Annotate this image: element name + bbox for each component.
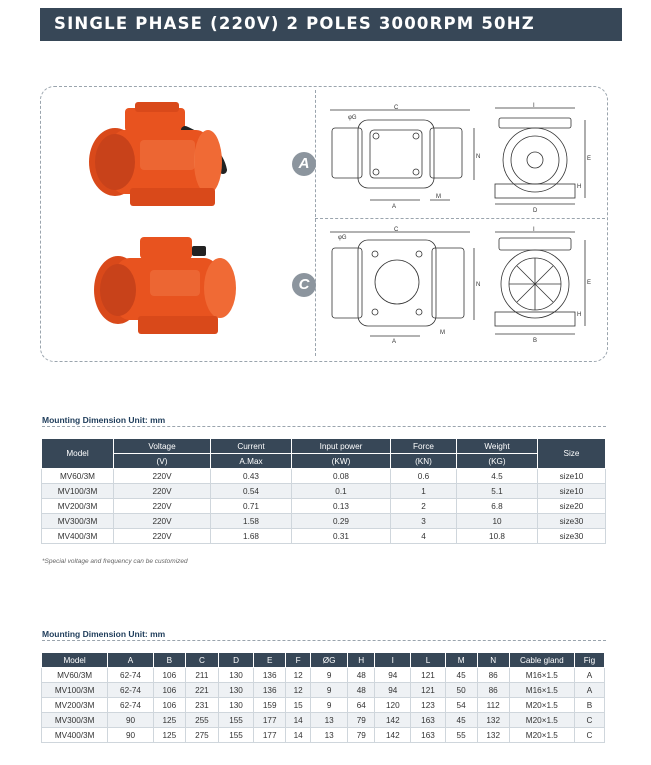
table-cell: 132 xyxy=(477,713,509,728)
table-cell: 14 xyxy=(286,713,311,728)
table-cell: 12 xyxy=(286,668,311,683)
table-cell: 136 xyxy=(254,668,286,683)
header-row xyxy=(42,653,605,668)
table-cell: B xyxy=(574,698,604,713)
figure-badge-c: C xyxy=(292,273,316,297)
cell-size: size10 xyxy=(538,484,606,499)
cell-size: size10 xyxy=(538,469,606,484)
dim-label-m: M xyxy=(436,194,441,200)
table-cell: 155 xyxy=(218,728,253,743)
cell-weight: 4.5 xyxy=(457,469,538,484)
table-row xyxy=(42,469,606,484)
table-cell: 15 xyxy=(286,698,311,713)
cell-model: MV200/3M xyxy=(42,499,114,514)
table-cell: 121 xyxy=(411,668,445,683)
cell-power: 0.08 xyxy=(292,469,391,484)
table-cell: M20×1.5 xyxy=(509,713,574,728)
table-cell: 255 xyxy=(185,713,218,728)
table-cell: M16×1.5 xyxy=(509,683,574,698)
dim-label-i-2: I xyxy=(533,227,535,233)
cell-power: 0.31 xyxy=(292,529,391,544)
table-row xyxy=(42,728,605,743)
header-cell: E xyxy=(254,653,286,668)
table-cell: 48 xyxy=(348,683,375,698)
table-cell: 136 xyxy=(254,683,286,698)
cell-force: 0.6 xyxy=(391,469,457,484)
cell-weight: 10 xyxy=(457,514,538,529)
table-cell: 130 xyxy=(218,698,253,713)
cell-size: size30 xyxy=(538,514,606,529)
dim-label-h: H xyxy=(577,184,582,190)
dim-label-a-2: A xyxy=(392,339,397,344)
header-cell: D xyxy=(218,653,253,668)
table-cell: 62-74 xyxy=(108,683,154,698)
cell-voltage: 220V xyxy=(114,514,211,529)
header-cell: N xyxy=(477,653,509,668)
table-cell: 130 xyxy=(218,683,253,698)
table-row xyxy=(42,683,605,698)
table-cell: 123 xyxy=(411,698,445,713)
table-cell: 142 xyxy=(375,713,411,728)
header-model: Model xyxy=(42,439,114,469)
motor-photo-c xyxy=(90,232,250,342)
cell-size: size30 xyxy=(538,529,606,544)
cell-model: MV400/3M xyxy=(42,529,114,544)
cell-voltage: 220V xyxy=(114,469,211,484)
cell-voltage: 220V xyxy=(114,499,211,514)
table-cell: 55 xyxy=(445,728,477,743)
cell-weight: 5.1 xyxy=(457,484,538,499)
table-cell: 106 xyxy=(153,698,185,713)
table-row xyxy=(42,713,605,728)
drawing-a-top-view xyxy=(320,100,485,215)
table-cell: 275 xyxy=(185,728,218,743)
table-cell: 112 xyxy=(477,698,509,713)
cell-force: 3 xyxy=(391,514,457,529)
header-cell: Cable gland xyxy=(509,653,574,668)
cell-weight: 6.8 xyxy=(457,499,538,514)
header-weight: Weight xyxy=(457,439,538,454)
table-cell: 86 xyxy=(477,683,509,698)
dim-label-i: I xyxy=(533,103,535,109)
table1-title: Mounting Dimension Unit: mm xyxy=(42,415,166,425)
table-cell: A xyxy=(574,683,604,698)
dim-label-a: A xyxy=(392,204,397,210)
table-cell: MV60/3M xyxy=(42,668,108,683)
header-cell: C xyxy=(185,653,218,668)
header-cell: ØG xyxy=(311,653,348,668)
table-cell: 120 xyxy=(375,698,411,713)
table-cell: 14 xyxy=(286,728,311,743)
table-cell: 155 xyxy=(218,713,253,728)
table-cell: 163 xyxy=(411,713,445,728)
drawing-c-top-view xyxy=(320,224,485,344)
table-cell: 48 xyxy=(348,668,375,683)
dim-label-e: E xyxy=(587,156,592,162)
cell-model: MV300/3M xyxy=(42,514,114,529)
table-cell: MV300/3M xyxy=(42,713,108,728)
electrical-spec-table xyxy=(41,438,606,544)
dim-label-b: B xyxy=(533,338,538,344)
table-cell: 177 xyxy=(254,713,286,728)
cell-size: size20 xyxy=(538,499,606,514)
header-force: Force xyxy=(391,439,457,454)
dim-label-h-2: H xyxy=(577,312,582,318)
table-cell: 62-74 xyxy=(108,698,154,713)
table-cell: C xyxy=(574,728,604,743)
table2-title-rule xyxy=(42,640,606,641)
table-cell: 79 xyxy=(348,728,375,743)
cell-force: 4 xyxy=(391,529,457,544)
page-title: SINGLE PHASE (220V) 2 POLES 3000RPM 50HZ xyxy=(54,14,535,33)
table-cell: 54 xyxy=(445,698,477,713)
title-banner xyxy=(40,8,622,41)
table-cell: MV100/3M xyxy=(42,683,108,698)
table-cell: 9 xyxy=(311,698,348,713)
header-cell: L xyxy=(411,653,445,668)
table-cell: C xyxy=(574,713,604,728)
cell-force: 2 xyxy=(391,499,457,514)
table-cell: 159 xyxy=(254,698,286,713)
header-cell: F xyxy=(286,653,311,668)
table-cell: 106 xyxy=(153,683,185,698)
customization-note: *Special voltage and frequency can be customized xyxy=(42,558,188,565)
table-cell: 221 xyxy=(185,683,218,698)
table-cell: 79 xyxy=(348,713,375,728)
table-cell: 12 xyxy=(286,683,311,698)
cell-weight: 10.8 xyxy=(457,529,538,544)
cell-voltage: 220V xyxy=(114,529,211,544)
header-voltage: Voltage xyxy=(114,439,211,454)
figure-badge-a: A xyxy=(292,152,316,176)
drawing-c-side-view xyxy=(485,224,603,344)
table-cell: A xyxy=(574,668,604,683)
unit-current: A.Max xyxy=(211,454,292,469)
table-cell: 132 xyxy=(477,728,509,743)
table-row xyxy=(42,529,606,544)
table-cell: 13 xyxy=(311,728,348,743)
table-row xyxy=(42,668,605,683)
cell-current: 0.54 xyxy=(211,484,292,499)
cell-model: MV60/3M xyxy=(42,469,114,484)
unit-voltage: (V) xyxy=(114,454,211,469)
dim-label-g: φG xyxy=(348,115,357,121)
table-cell: 125 xyxy=(153,728,185,743)
header-cell: M xyxy=(445,653,477,668)
header-input-power: Input power xyxy=(292,439,391,454)
cell-power: 0.29 xyxy=(292,514,391,529)
mounting-dimension-table xyxy=(41,652,605,743)
table1-title-rule xyxy=(42,426,606,427)
header-current: Current xyxy=(211,439,292,454)
table-cell: 177 xyxy=(254,728,286,743)
table-cell: 231 xyxy=(185,698,218,713)
table-cell: M16×1.5 xyxy=(509,668,574,683)
table-row xyxy=(42,698,605,713)
table-cell: 142 xyxy=(375,728,411,743)
table-cell: 90 xyxy=(108,728,154,743)
dim-label-c-2: C xyxy=(394,227,399,233)
table-cell: 9 xyxy=(311,683,348,698)
table-cell: 45 xyxy=(445,668,477,683)
table-cell: 90 xyxy=(108,713,154,728)
unit-input-power: (KW) xyxy=(292,454,391,469)
dim-label-m-2: M xyxy=(440,330,445,336)
cell-voltage: 220V xyxy=(114,484,211,499)
unit-weight: (KG) xyxy=(457,454,538,469)
drawing-a-side-view xyxy=(485,100,603,215)
dim-label-g-2: φG xyxy=(338,235,347,241)
table-cell: 50 xyxy=(445,683,477,698)
header-cell: Model xyxy=(42,653,108,668)
table-cell: 9 xyxy=(311,668,348,683)
header-cell: B xyxy=(153,653,185,668)
table-cell: 45 xyxy=(445,713,477,728)
dim-label-c: C xyxy=(394,105,399,111)
table2-title: Mounting Dimension Unit: mm xyxy=(42,629,166,639)
table-cell: M20×1.5 xyxy=(509,728,574,743)
unit-force: (KN) xyxy=(391,454,457,469)
table-cell: 64 xyxy=(348,698,375,713)
cell-current: 0.43 xyxy=(211,469,292,484)
cell-current: 1.68 xyxy=(211,529,292,544)
table-cell: MV200/3M xyxy=(42,698,108,713)
table-cell: 125 xyxy=(153,713,185,728)
motor-photo-a xyxy=(85,100,245,215)
cell-current: 0.71 xyxy=(211,499,292,514)
dim-label-n: N xyxy=(476,154,481,160)
cell-force: 1 xyxy=(391,484,457,499)
table-cell: M20×1.5 xyxy=(509,698,574,713)
table-cell: 94 xyxy=(375,668,411,683)
header-cell: Fig xyxy=(574,653,604,668)
header-cell: H xyxy=(348,653,375,668)
table-row xyxy=(42,499,606,514)
dim-label-e-2: E xyxy=(587,280,592,286)
cell-power: 0.1 xyxy=(292,484,391,499)
table-cell: 86 xyxy=(477,668,509,683)
cell-power: 0.13 xyxy=(292,499,391,514)
dim-label-d: D xyxy=(533,208,538,214)
table-cell: 130 xyxy=(218,668,253,683)
header-cell: A xyxy=(108,653,154,668)
table-cell: 94 xyxy=(375,683,411,698)
table-cell: 163 xyxy=(411,728,445,743)
header-size: Size xyxy=(538,439,606,469)
header-cell: I xyxy=(375,653,411,668)
table-cell: MV400/3M xyxy=(42,728,108,743)
dim-label-n-2: N xyxy=(476,282,481,288)
figure-divider-horizontal xyxy=(315,218,605,219)
table-cell: 211 xyxy=(185,668,218,683)
figure-divider-vertical xyxy=(315,90,316,356)
table-row xyxy=(42,484,606,499)
table-cell: 62-74 xyxy=(108,668,154,683)
cell-current: 1.58 xyxy=(211,514,292,529)
table-cell: 121 xyxy=(411,683,445,698)
table-cell: 106 xyxy=(153,668,185,683)
cell-model: MV100/3M xyxy=(42,484,114,499)
table-row xyxy=(42,514,606,529)
table-cell: 13 xyxy=(311,713,348,728)
